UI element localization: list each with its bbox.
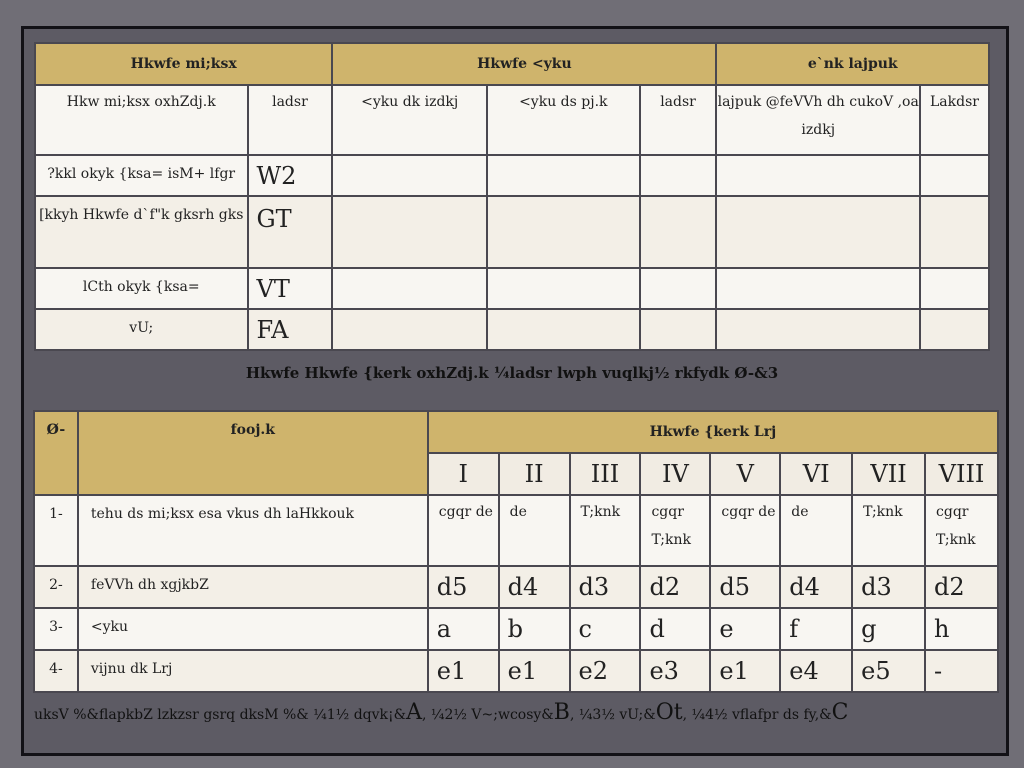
row-description: feVVh dh xgjkbZ — [78, 566, 428, 608]
row-description: vijnu dk Lrj — [78, 650, 428, 692]
row-code: FA — [248, 309, 333, 350]
row-number: 4- — [34, 650, 78, 692]
subheader-soil-code: Lakdsr — [920, 85, 989, 155]
cell: d3 — [570, 566, 641, 608]
land-use-table — [34, 42, 990, 351]
footnote — [34, 700, 994, 725]
cell: cgqr T;knk — [640, 495, 710, 566]
cell: a — [428, 608, 499, 650]
footnote-part-3: , ¼3½ vU;& — [569, 707, 656, 723]
cell: d5 — [710, 566, 780, 608]
header-slope: Hkwfe <yku — [332, 43, 716, 85]
cell: cgqr de — [428, 495, 499, 566]
cell: d4 — [780, 566, 852, 608]
row-code: GT — [248, 196, 333, 268]
cell: d2 — [640, 566, 710, 608]
subheader-slope-code: ladsr — [640, 85, 717, 155]
cell: e4 — [780, 650, 852, 692]
cell: e1 — [499, 650, 570, 692]
row-number: 1- — [34, 495, 78, 566]
roman-4: IV — [640, 453, 710, 495]
cell: T;knk — [852, 495, 925, 566]
cell: de — [499, 495, 570, 566]
row-label: [kkyh Hkwfe d`f"k gksrh gks — [35, 196, 248, 268]
subheader-classification: Hkw mi;ksx oxhZdj.k — [35, 85, 248, 155]
cell: f — [780, 608, 852, 650]
cell: d5 — [428, 566, 499, 608]
row-label: ?kkl okyk {ksa= isM+ lfgr — [35, 155, 248, 196]
subheader-slope-type: <yku dk izdkj — [332, 85, 487, 155]
roman-1: I — [428, 453, 499, 495]
header-land-use: Hkwfe mi;ksx — [35, 43, 332, 85]
cell: cgqr de — [710, 495, 780, 566]
header-number: Ø- — [34, 411, 78, 495]
footnote-code-3: Ot — [655, 700, 683, 725]
footnote-part-4: , ¼4½ vflafpr ds fy,& — [682, 707, 832, 723]
footnote-code-1: A — [406, 700, 422, 725]
cell: d2 — [925, 566, 998, 608]
roman-3: III — [570, 453, 641, 495]
cell: cgqr T;knk — [925, 495, 998, 566]
table-caption: Hkwfe Hkwfe {kerk oxhZdj.k ¼ladsr lwph vuqlkj½ rkfydk Ø-&3 — [245, 364, 779, 382]
footnote-code-2: B — [553, 700, 570, 725]
header-soil-structure: e`nk lajpuk — [716, 43, 989, 85]
roman-8: VIII — [925, 453, 998, 495]
header-capability-level: Hkwfe {kerk Lrj — [428, 411, 998, 453]
cell: e1 — [428, 650, 499, 692]
row-code: VT — [248, 268, 333, 309]
row-label: lCth okyk {ksa= — [35, 268, 248, 309]
cell: - — [925, 650, 998, 692]
footnote-part-2: , ¼2½ V~;wcosy& — [422, 707, 554, 723]
cell: d4 — [499, 566, 570, 608]
cell: e1 — [710, 650, 780, 692]
row-number: 2- — [34, 566, 78, 608]
cell: e2 — [570, 650, 641, 692]
row-number: 3- — [34, 608, 78, 650]
cell: e3 — [640, 650, 710, 692]
roman-7: VII — [852, 453, 925, 495]
cell: h — [925, 608, 998, 650]
cell: e — [710, 608, 780, 650]
footnote-prefix: uksV %&flapkbZ lzkzsr gsrq dksM %& ¼1½ dqvk¡& — [34, 707, 407, 723]
cell: e5 — [852, 650, 925, 692]
footnote-code-4: C — [831, 700, 849, 725]
roman-2: II — [499, 453, 570, 495]
roman-5: V — [710, 453, 780, 495]
land-capability-table — [33, 410, 999, 693]
row-label: vU; — [35, 309, 248, 350]
row-description: tehu ds mi;ksx esa vkus dh laHkkouk — [78, 495, 428, 566]
subheader-slope-stage: <yku ds pj.k — [487, 85, 640, 155]
roman-6: VI — [780, 453, 852, 495]
cell: d3 — [852, 566, 925, 608]
cell: de — [780, 495, 852, 566]
cell: b — [499, 608, 570, 650]
cell: d — [640, 608, 710, 650]
header-description: fooj.k — [78, 411, 428, 495]
cell: c — [570, 608, 641, 650]
cell: T;knk — [570, 495, 641, 566]
subheader-soil-structure: lajpuk @feVVh dh cukoV ,oa izdkj — [716, 85, 920, 155]
cell: g — [852, 608, 925, 650]
row-code: W2 — [248, 155, 333, 196]
subheader-code: ladsr — [248, 85, 333, 155]
row-description: <yku — [78, 608, 428, 650]
